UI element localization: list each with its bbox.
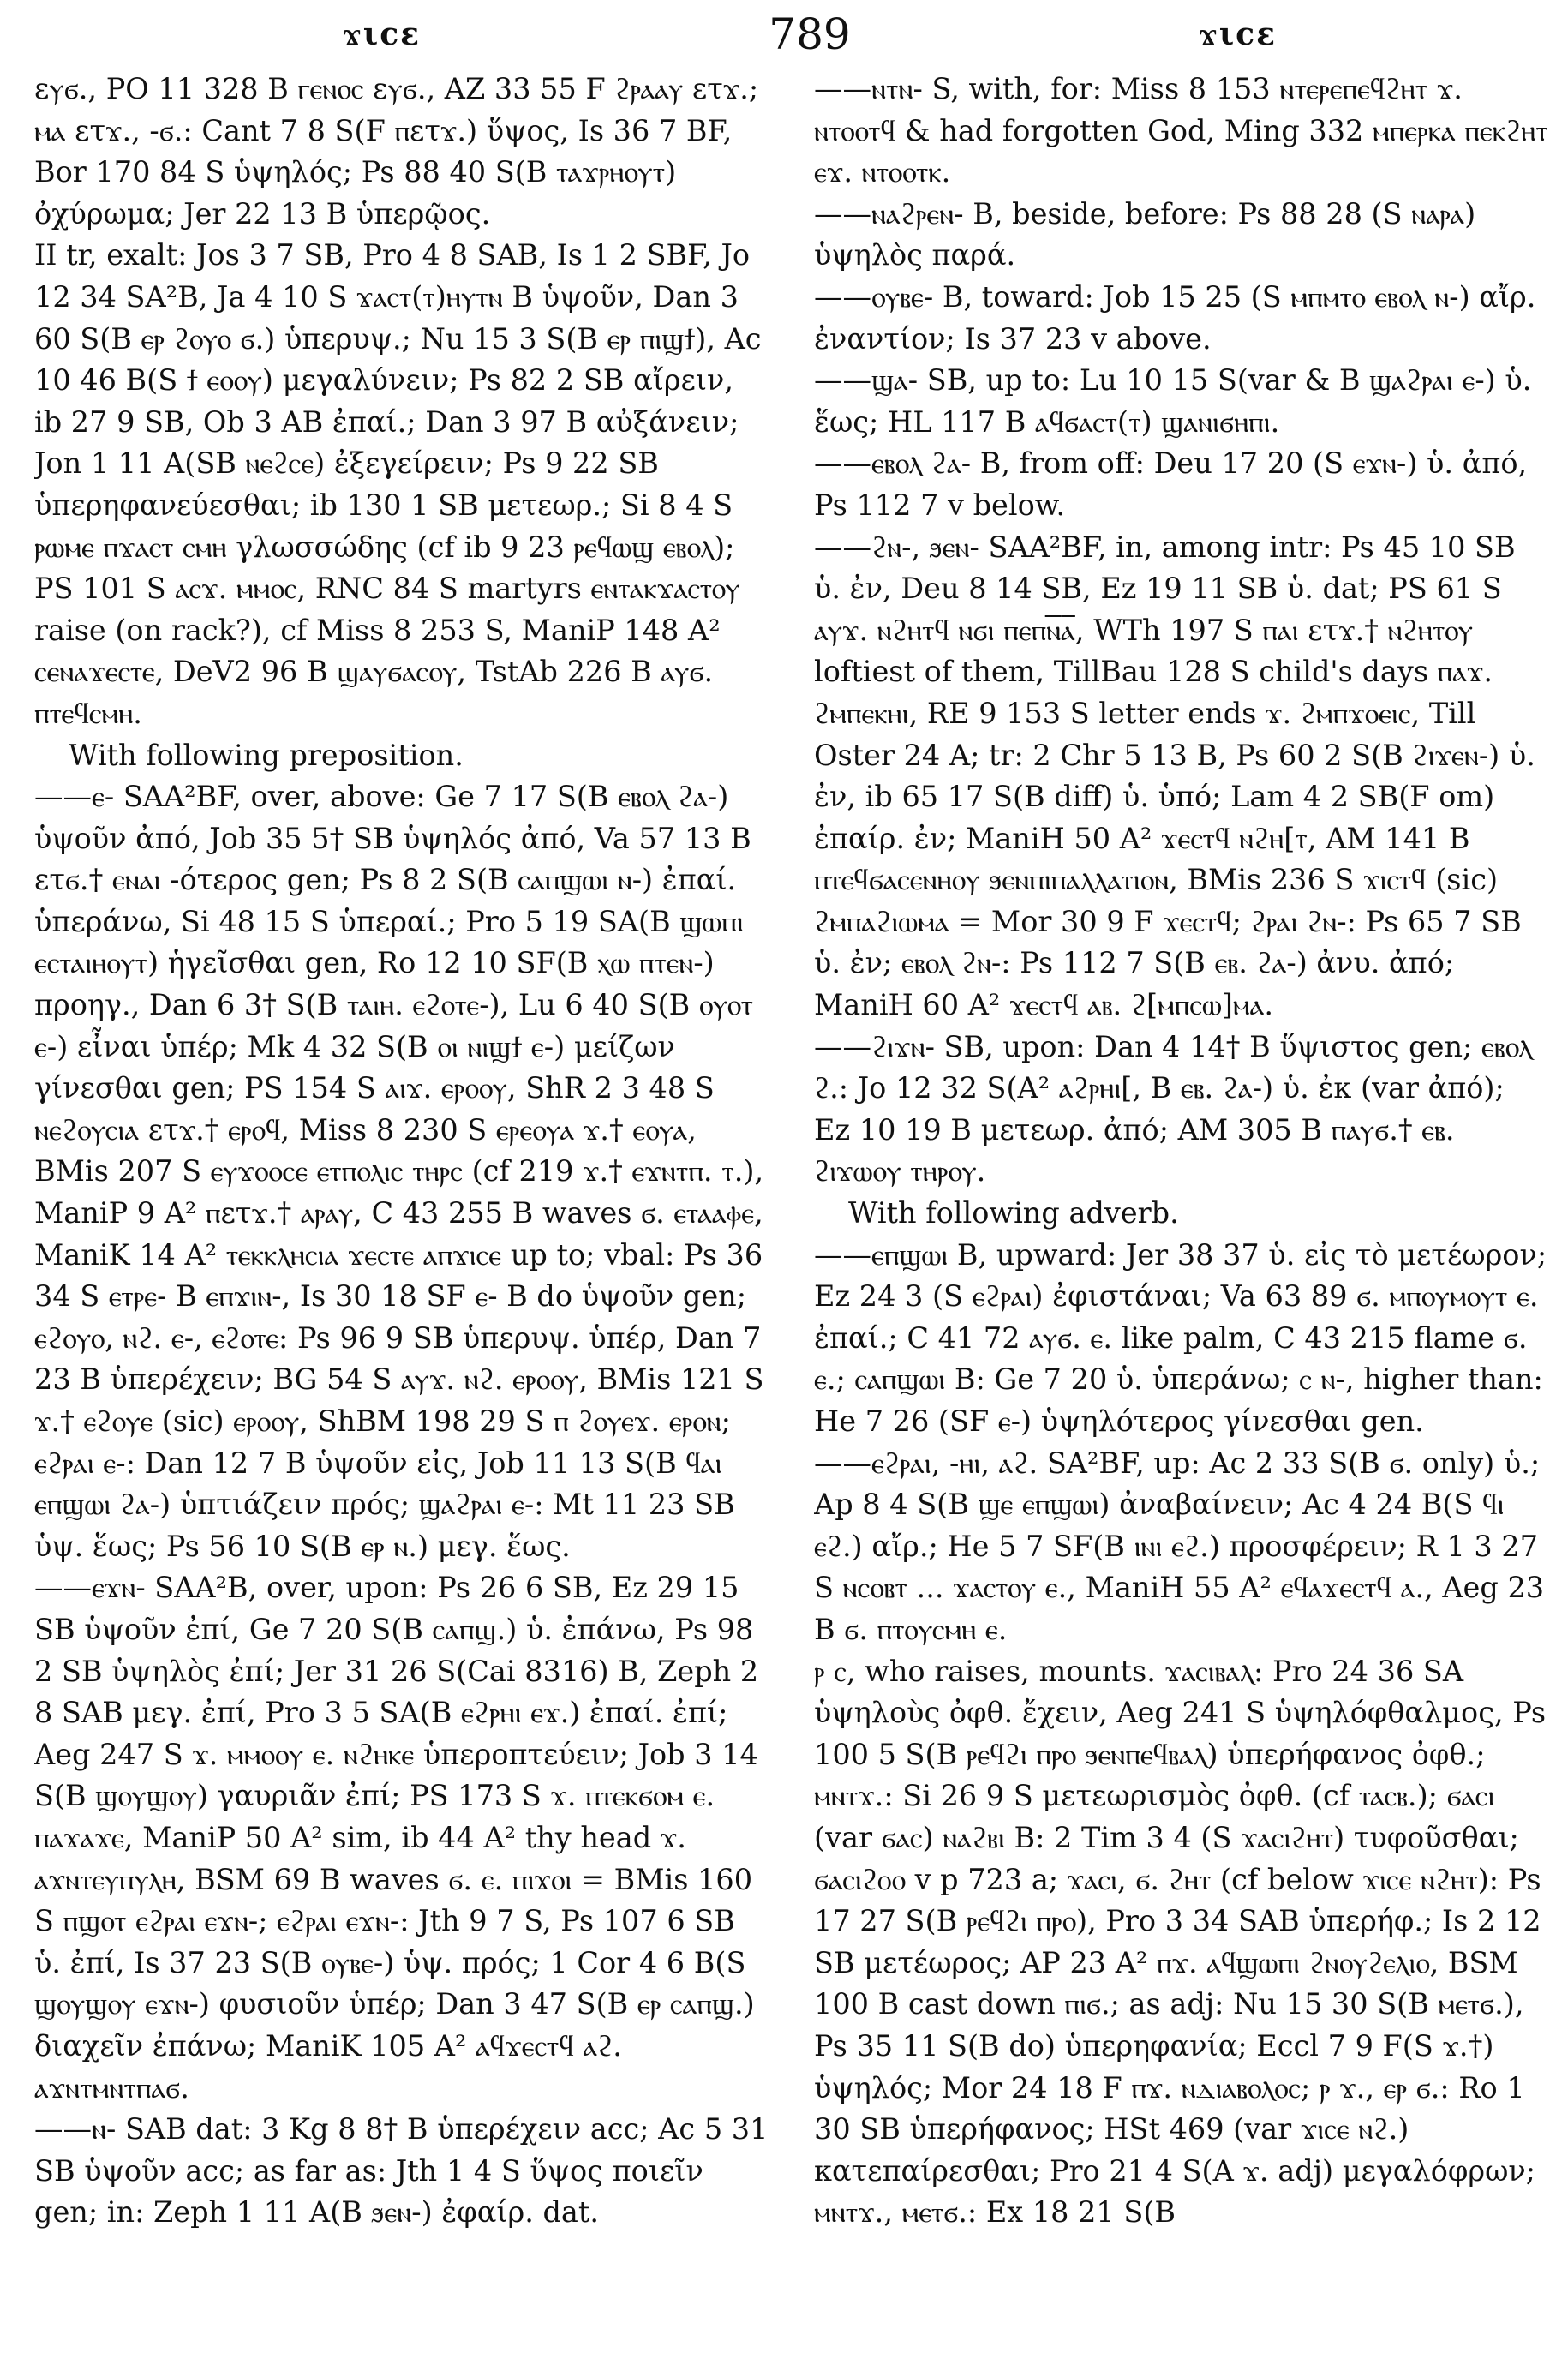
entry-paragraph: ⲣ ⲥ, who raises, mounts. ϫⲁⲥⲓⲃⲁⲗ: Pro 24 36 SA ὑψηλοὺς ὀφθ. ἔχειν, Aeg 241 S ὑψηλόφθαλμος, Ps 100 5 S(B ⲣⲉϥϩⲓ ⲡⲣⲟ ϧⲉⲛⲡⲉϥⲃⲁⲗ) ὑπερήφανος ὀφθ.; ⲙⲛⲧϫ.: Si 26 9 S μετεωρισμὸς ὀφθ. (cf ⲧⲁⲥⲃ.); ϭⲁⲥⲓ (var ϭⲁⲥ) ⲛⲁϩⲃⲓ B: 2 Tim 3 4 (S ϫⲁⲥⲓϩⲏⲧ) τυφοῦσθαι; ϭⲁⲥⲓϩⲑⲟ v p 723 a; ϫⲁⲥⲓ, ϭ. ϩⲏⲧ (cf below ϫⲓⲥⲉ ⲛϩⲏⲧ): Ps 17 27 S(B ⲣⲉϥϩⲓ ⲡⲣⲟ), Pro 3 34 SAB ὑπερήφ.; Is 2 12 SB μετέωρος; AP 23 A² ⲡϫ. ⲁϥϣⲱⲡⲓ ϩⲛⲟⲩϩⲉⲗⲓⲟ, BSM 100 B cast down ⲡⲓϭ.; as adj: Nu 15 30 S(B ⲙⲉⲧϭ.), Ps 35 11 S(B do) ὑπερηφανία; Eccl 7 9 F(S ϫ.†) ὑψηλός; Mor 24 18 F ⲡϫ. ⲛⲇⲓⲁⲃⲟⲗⲟⲥ; ⲣ ϫ., ⲉⲣ ϭ.: Ro 1 30 SB ὑπερήφανος; HSt 469 (var ϫⲓⲥⲉ ⲛϩ.) κατεπαίρεσθαι; Pro 21 4 S(A ϫ. adj) μεγαλόφρων; ⲙⲛⲧϫ., ⲙⲉⲧϭ.: Ex 18 21 S(B [814,1654,1547,2230]
entry-paragraph: —— ⲉϩⲣⲁⲓ, -ⲏⲓ, ⲁϩ. SA²BF, up: Ac 2 33 S(B ϭ. only) ὑ.; Ap 8 4 S(B ϣⲉ ⲉⲡϣⲱⲓ) ἀναβαίνειν; Ac 4 24 B(S ϥⲓ ⲉϩ.) αἴρ.; He 5 7 SF(B ⲓⲛⲓ ⲉϩ.) προσφέρειν; R 1 3 27 S ⲛⲥⲟⲃⲧ ... ϫⲁⲥⲧⲟⲩ ⲉ., ManiH 55 A² ⲉϥⲁϫⲉⲥⲧϥ ⲁ., Aeg 23 B ϭ. ⲡⲧⲟⲩⲥⲙⲏ ⲉ. [814,1443,1549,1651]
page-header [34,9,1534,60]
entry-paragraph: —— ⲉ- SAA²BF, over, above: Ge 7 17 S(B ⲉⲃⲟⲗ ϩⲁ-) ὑψοῦν ἀπό, Job 35 5† SB ὑψηλός ἀπό, Va 57 13 B ετϭ.† ⲉⲛⲁⲓ -ότερος gen; Ps 8 2 S(B ⲥⲁⲡϣⲱⲓ ⲛ-) ἐπαί. ὑπεράνω, Si 48 15 S ὑπεραί.; Pro 5 19 SA(B ϣⲱⲡⲓ ⲉⲥⲧⲁⲓⲏⲟⲩⲧ) ἡγεῖσθαι gen, Ro 12 10 SF(B ⲭⲱ ⲡⲧⲉⲛ-) προηγ., Dan 6 3† S(B ⲧⲁⲓⲏ. ⲉϩⲟⲧⲉ-), Lu 6 40 S(B ⲟⲩⲟⲧ ⲉ-) εἶναι ὑπέρ; Mk 4 32 S(B ⲟⲓ ⲛⲓϣϯ ⲉ-) μείζων γίνεσθαι gen; PS 154 S ⲁⲓϫ. ⲉⲣⲟⲟⲩ, ShR 2 3 48 S ⲛⲉϩⲟⲩⲥⲓⲁ ετϫ.† ⲉⲣⲟϥ, Miss 8 230 S ⲉⲣⲉⲟⲩⲁ ϫ.† ⲉⲟⲩⲁ, BMis 207 S ⲉⲩϫⲟⲟⲥⲉ ⲉⲧⲡⲟⲗⲓⲥ ⲧⲏⲣⲥ (cf 219 ϫ.† ⲉϫⲛⲧⲡ. ⲧ.), ManiP 9 A² ⲡετϫ.† ⲁⲣⲁⲩ, C 43 255 B waves ϭ. ⲉⲧⲁⲁⲫⲉ, ManiK 14 A² ⲧⲉⲕⲕⲗⲏⲥⲓⲁ ϫⲉⲥⲧⲉ ⲁⲡϫⲓⲥⲉ up to; vbal: Ps 36 34 S ⲉⲧⲣⲉ- B ⲉⲡϫⲓⲛ-, Is 30 18 SF ⲉ- B do ὑψοῦν gen; ⲉϩⲟⲩⲟ, ⲛϩ. ⲉ-, ⲉϩⲟⲧⲉ: Ps 96 9 SB ὑπερυψ. ὑπέρ, Dan 7 23 B ὑπερέχειν; BG 54 S ⲁⲩϫ. ⲛϩ. ⲉⲣⲟⲟⲩ, BMis 121 S ϫ.† ⲉϩⲟⲩⲉ (sic) ⲉⲣⲟⲟⲩ, ShBM 198 29 S ⲡ ϩⲟⲩⲉϫ. ⲉⲣⲟⲛ; ⲉϩⲣⲁⲓ ⲉ-: Dan 12 7 B ὑψοῦν εἰς, Job 11 13 S(B ϥⲁⲓ ⲉⲡϣⲱⲓ ϩⲁ-) ὑπτιάζειν πρός; ϣⲁϩⲣⲁⲓ ⲉ-: Mt 11 23 SB ὑψ. ἕως; Ps 56 10 S(B ⲉⲣ ⲛ.) μεγ. ἕως. [34,776,769,1567]
entry-paragraph: —— ⲛ- SAB dat: 3 Kg 8 8† B ὑπερέχειν acc; Ac 5 31 SB ὑψοῦν acc; as far as: Jth 1 4 S ὕψος ποιεῖν gen; in: Zeph 1 11 A(B ϧⲉⲛ-) ἐφαίρ. dat. [34,2109,769,2234]
entry-paragraph: —— ⲉⲃⲟⲗ ϩⲁ- B, from off: Deu 17 20 (S ⲉϫⲛ-) ὑ. ἀπό, Ps 112 7 v below. [814,443,1549,526]
entry-paragraph: —— ⲛⲧⲛ- S, with, for: Miss 8 153 ⲛⲧⲉⲣⲉⲡⲉϥϩⲏⲧ ϫ. ⲛⲧⲟⲟⲧϥ & had forgotten God, Ming 332 ⲙⲡⲉⲣⲕⲁ ⲡⲉⲕϩⲏⲧ ⲉϫ. ⲛⲧⲟⲟⲧⲕ. [814,69,1549,194]
page-number: 789 [769,9,851,59]
entry-paragraph: —— ϣⲁ- SB, up to: Lu 10 15 S(var & B ϣⲁϩⲣⲁⲓ ⲉ-) ὑ. ἕως; HL 117 B ⲁϥϭⲁⲥⲧ(ⲧ) ϣⲁⲛⲓϭⲏⲡⲓ. [814,360,1549,443]
entry-paragraph: —— ⲉⲡϣⲱⲓ B, upward: Jer 38 37 ὑ. εἰς τὸ μετέωρον; Ez 24 3 (S ⲉϩⲣⲁⲓ) ἐφιστάναι; Va 63 89 ϭ. ⲙⲡⲟⲩⲙⲟⲩⲧ ⲉ. ἐπαί.; C 41 72 ⲁⲩϭ. ⲉ. like palm, C 43 215 flame ϭ. ⲉ.; ⲥⲁⲡϣⲱⲓ B: Ge 7 20 ὑ. ὑπεράνω; ⲥ ⲛ-, higher than: He 7 26 (SF ⲉ-) ὑψηλότερος γίνεσθαι gen. [814,1235,1549,1443]
entry-paragraph: —— ⲉϫⲛ- SAA²B, over, upon: Ps 26 6 SB, Ez 29 15 SB ὑψοῦν ἐπί, Ge 7 20 S(B ⲥⲁⲡϣ.) ὑ. ἐπάνω, Ps 98 2 SB ὑψηλὸς ἐπί; Jer 31 26 S(Cai 8316) B, Zeph 2 8 SAB μεγ. ἐπί, Pro 3 5 SA(B ⲉϩⲣⲏⲓ ⲉϫ.) ἐπαί. ἐπί; Aeg 247 S ϫ. ⲙⲙⲟⲟⲩ ⲉ. ⲛϩⲏⲕⲉ ὑπεροπτεύειν; Job 3 14 S(B ϣⲟⲩϣⲟⲩ) γαυριᾶν ἐπί; PS 173 S ϫ. ⲡⲧⲉⲕϭⲟⲙ ⲉ. ⲡⲁϫⲁϫⲉ, ManiP 50 A² sim, ib 44 A² thy head ϫ. ⲁϫⲛⲧⲉⲩⲡⲩⲗⲏ, BSM 69 B waves ϭ. ⲉ. ⲡⲓϫⲟⲓ = BMis 160 S ⲡϣⲟⲧ ⲉϩⲣⲁⲓ ⲉϫⲛ-; ⲉϩⲣⲁⲓ ⲉϫⲛ-: Jth 9 7 S, Ps 107 6 SB ὑ. ἐπί, Is 37 23 S(B ⲟⲩⲃⲉ-) ὑψ. πρός; 1 Cor 4 6 B(S ϣⲟⲩϣⲟⲩ ⲉϫⲛ-) φυσιοῦν ὑπέρ; Dan 3 47 S(B ⲉⲣ ⲥⲁⲡϣ.) διαχεῖν ἐπάνω; ManiK 105 A² ⲁϥϫⲉⲥⲧϥ ⲁϩ. ⲁϫⲛⲧⲙⲛⲧⲡⲁϭ. [34,1567,769,2109]
entry-paragraph: —— ϩⲛ-, ϧⲉⲛ- SAA²BF, in, among intr: Ps 45 10 SB ὑ. ἐν, Deu 8 14 SB, Ez 19 11 SB ὑ. dat; PS 61 S ⲁⲩϫ. ⲛϩⲏⲧϥ ⲛϭⲓ ⲡⲉⲡⲛ︦ⲁ︦, WTh 197 S ⲡⲁⲓ ετϫ.† ⲛϩⲏⲧⲟⲩ loftiest of them, TillBau 128 S child's days ⲡⲁϫ. ϩⲙⲡⲉⲕⲏⲓ, RE 9 153 S letter ends ϫ. ϩⲙⲡϫⲟⲉⲓⲥ, Till Oster 24 A; tr: 2 Chr 5 13 B, Ps 60 2 S(B ϩⲓϫⲉⲛ-) ὑ. ἐν, ib 65 17 S(B diff) ὑ. ὑπό; Lam 4 2 SB(F om) ἐπαίρ. ἐν; ManiH 50 A² ϫⲉⲥⲧϥ ⲛϩⲏ[ⲧ, AM 141 B ⲡⲧⲉϥϭⲁⲥⲉⲛⲏⲟⲩ ϧⲉⲛⲡⲓⲡⲁⲗⲗⲁⲧⲓⲟⲛ, BMis 236 S ϫⲓⲥⲧϥ (sic) ϩⲙⲡⲁϩⲓⲱⲙⲁ = Mor 30 9 F ϫⲉⲥⲧϥ; ϩⲣⲁⲓ ϩⲛ-: Ps 65 7 SB ὑ. ἐν; ⲉⲃⲟⲗ ϩⲛ-: Ps 112 7 S(B ⲉⲃ. ϩⲁ-) ἀνυ. ἀπό; ManiH 60 A² ϫⲉⲥⲧϥ ⲁⲃ. ϩ[ⲙⲡⲥⲱ]ⲙⲁ. [814,527,1549,1027]
entry-paragraph: —— ⲛⲁϩⲣⲉⲛ- B, beside, before: Ps 88 28 (S ⲛⲁⲣⲁ) ὑψηλὸς παρά. [814,194,1549,277]
entry-paragraph: —— ϩⲓϫⲛ- SB, upon: Dan 4 14† B ὕψιστος gen; ⲉⲃⲟⲗ ϩ.: Jo 12 32 S(A² ⲁϩⲣⲏⲓ[, B ⲉⲃ. ϩⲁ-) ὑ. ἐκ (var ἀπό); Ez 10 19 B μετεωρ. ἀπό; AM 305 B ⲡⲁⲩϭ.† ⲉⲃ. ϩⲓϫⲱⲟⲩ ⲧⲏⲣⲟⲩ. [814,1027,1549,1193]
section-heading: With following preposition. [69,738,464,772]
left-column [34,69,769,2339]
right-running-headword: ϫιϲε [1198,16,1277,52]
entry-paragraph: II tr, exalt: Jos 3 7 SB, Pro 4 8 SAB, Is 1 2 SBF, Jo 12 34 SA²B, Ja 4 10 S ϫⲁⲥⲧ(ⲧ)ⲏⲩⲧⲛ B ὑψοῦν, Dan 3 60 S(B ⲉⲣ ϩⲟⲩⲟ ϭ.) ὑπερυψ.; Nu 15 3 S(B ⲉⲣ ⲡⲓϣϯ), Ac 10 46 B(S ϯ ⲉⲟⲟⲩ) μεγαλύνειν; Ps 82 2 SB αἴρειν, ib 27 9 SB, Ob 3 AB ἐπαί.; Dan 3 97 B αὐξάνειν; Jon 1 11 A(SB ⲛⲉϩⲥⲉ) ἐξεγείρειν; Ps 9 22 SB ὑπερηφανεύεσθαι; ib 130 1 SB μετεωρ.; Si 8 4 S ⲣⲱⲙⲉ ⲡϫⲁⲥⲧ ⲥⲙⲏ γλωσσώδης (cf ib 9 23 ⲣⲉϥⲱϣ ⲉⲃⲟⲗ); PS 101 S ⲁⲥϫ. ⲙⲙⲟⲥ, RNC 84 S martyrs ⲉⲛⲧⲁⲕϫⲁⲥⲧⲟⲩ raise (on rack?), cf Miss 8 253 S, ManiP 148 A² ⲥⲉⲛⲁϫⲉⲥⲧⲉ, DeV2 96 B ϣⲁⲩϭⲁⲥⲟⲩ, TstAb 226 B ⲁⲩϭ. ⲡⲧⲉϥⲥⲙⲏ. [34,238,762,730]
entry-paragraph: εⲩϭ., PO 11 328 B ⲅⲉⲛⲟⲥ εⲩϭ., AZ 33 55 F ϩⲣⲁⲁⲩ ετϫ.; ⲙⲁ ετϫ., -ϭ.: Cant 7 8 S(F ⲡετϫ.) ὕψος, Is 36 7 BF, Bor 170 84 S ὑψηλός; Ps 88 40 S(B ⲧⲁϫⲣⲏⲟⲩⲧ) ὀχύρωμα; Jer 22 13 B ὑπερῷος. [34,72,759,231]
right-column [814,69,1549,2339]
entry-paragraph: —— ⲟⲩⲃⲉ- B, toward: Job 15 25 (S ⲙⲡⲙⲧⲟ ⲉⲃⲟⲗ ⲛ-) αἴρ. ἐναντίον; Is 37 23 v above. [814,277,1549,360]
section-heading: With following adverb. [848,1196,1179,1230]
left-running-headword: ϫιϲε [343,16,422,52]
